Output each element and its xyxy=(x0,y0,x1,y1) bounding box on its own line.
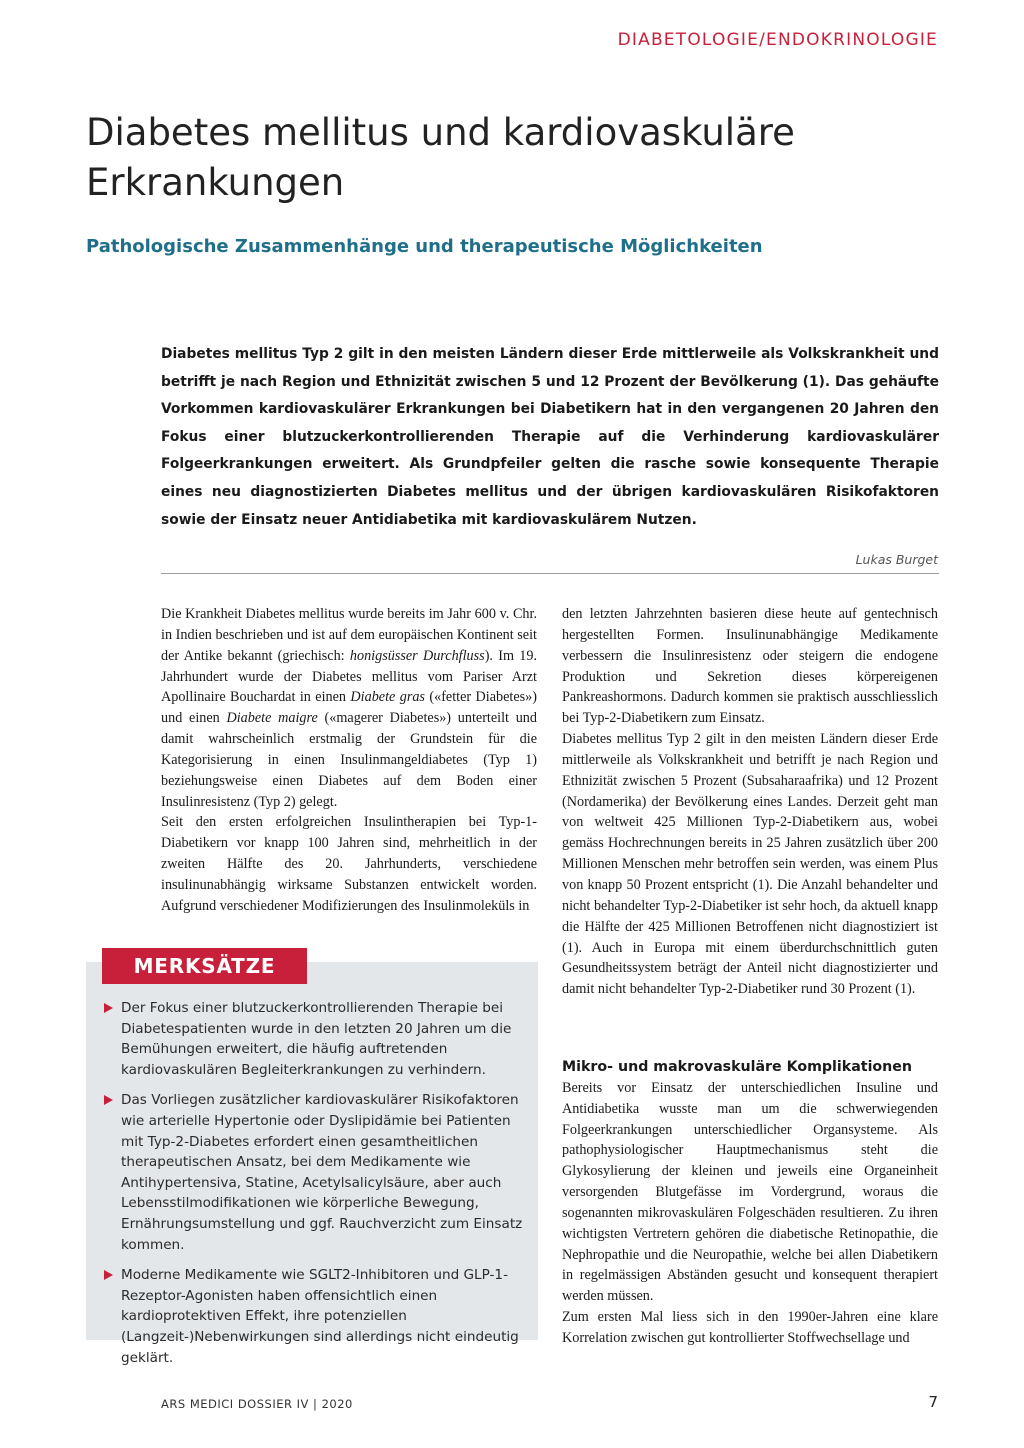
article-title: Diabetes mellitus und kardiovaskuläre Erkrankungen xyxy=(86,111,795,204)
text-run-italic: Diabete gras xyxy=(350,689,425,706)
merksaetze-item-text: Moderne Medikamente wie SGLT2-Inhibitoren und GLP-1-Rezeptor-Agonisten haben offensichtlich einen kardioprotektiven Effekt, ihre potenziellen (Langzeit-)Nebenwirkungen sind allerdings nicht eindeutig geklärt. xyxy=(121,1267,519,1366)
text-run: («fetter Diabetes») und einen xyxy=(161,689,537,727)
page-number: 7 xyxy=(928,1393,938,1411)
body-paragraph-epidemiology: Diabetes mellitus Typ 2 gilt in den meisten Ländern dieser Erde mittlerweile als Volkskrankheit und betrifft je nach Region und Ethnizität zwischen 5 Prozent (Subsaharaafrika) und 12 Prozent (Nordamerika) der Bevölkerung eines Landes. Derzeit geht man von weltweit 425 Millionen Typ-2-Diabetikern aus, wobei gemäss Hochrechnungen bereits in 25 Jahren zusätzlich über 200 Millionen Menschen mehr betroffen sein werden, was einem Plus von knapp 50 Prozent entspricht (1). Die Anzahl behandelter und nicht behandelter Typ-2-Diabetiker ist sehr hoch, da aktuell knapp die Hälfte der 425 Millionen Betroffenen nicht diagnostiziert ist (1). Auch in Europa mit einem überdurchschnittlich guten Gesundheitssystem beträgt der Anteil nicht diagnostizierter und damit nicht behandelter Typ-2-Diabetiker rund 30 Prozent (1). xyxy=(562,731,938,998)
merksaetze-list xyxy=(104,998,528,1378)
section-label: DIABETOLOGIE/ENDOKRINOLOGIE xyxy=(617,30,938,50)
text-run: ). Im 19. Jahrhundert wurde der Diabetes mellitus vom Pariser Arzt Apollinaire Bouchardat in einen xyxy=(161,647,537,706)
merksaetze-item-text: Der Fokus einer blutzuckerkontrollierenden Therapie bei Diabetespatienten wurde in den letzten 20 Jahren um die Bemühungen erweitert, die häufig auftretenden kardiovaskulären Begleiterkrankungen zu verhindern. xyxy=(121,1000,512,1078)
text-run-italic: honigsüsser Durchfluss xyxy=(349,647,485,664)
body-paragraph-complications: Bereits vor Einsatz der unterschiedlichen Insuline und Antidiabetika wusste man um die schwerwiegenden Folgeerkrankungen unterschiedlicher Organsysteme. Als pathophysiologischer Hauptmechanismus steht die Glykosylierung der kleinen und jeweils eine Organeinheit versorgenden Blutgefässe im Vordergrund, woraus die sogenannten mikrovaskulären Folgeschäden resultieren. Zu ihren wichtigsten Vertretern gehören die diabetische Retinopathie, die Nephropathie und die Neuropathie, welche bei allen Diabetikern in regelmässigen Abständen gesucht und konsequent therapiert werden müssen. xyxy=(562,1079,938,1305)
author-divider xyxy=(161,573,939,574)
body-column-left xyxy=(161,604,537,917)
merksaetze-title: MERKSÄTZE xyxy=(102,948,307,984)
triangle-bullet-icon xyxy=(104,1270,113,1280)
article-subtitle: Pathologische Zusammenhänge und therapeutische Möglichkeiten xyxy=(86,236,763,257)
section-heading: Mikro- und makrovaskuläre Komplikationen xyxy=(562,1059,912,1075)
triangle-bullet-icon xyxy=(104,1095,113,1105)
text-run: («magerer Diabetes») unterteilt und damit wahrscheinlich erstmalig der Grundstein für die Kategorisierung in einen Insulinmangeldiabetes (Typ 1) beziehungsweise einen Diabetes auf dem Boden einer Insulinresistenz (Typ 2) gelegt. xyxy=(161,710,537,810)
text-run: Die Krankheit Diabetes mellitus wurde bereits im Jahr 600 v. Chr. in Indien beschrieben und ist auf dem europäischen Kontinent seit der Antike bekannt (griechisch: xyxy=(161,606,537,664)
body-column-right-section xyxy=(562,1057,938,1349)
triangle-bullet-icon xyxy=(104,1003,113,1013)
body-paragraph-insulin: Seit den ersten erfolgreichen Insulintherapien bei Typ-1-Diabetikern vor knapp 100 Jahren sind, mehrheitlich in der zweiten Hälfte des 20. Jahrhunderts, verschiedene insulinunabhängig wirksame Substanzen entwickelt worden. Aufgrund verschiedener Modifizierungen des Insulinmoleküls in xyxy=(161,814,537,914)
body-paragraph-genetic: den letzten Jahrzehnten basieren diese heute auf gentechnisch hergestellten Formen. Insulinunabhängige Medikamente verbessern die Insulinresistenz oder steigern die endogene Produktion und Sekretion dieses körpereigenen Pankreashormons. Dadurch kommen sie praktisch ausschliesslich bei Typ-2-Diabetikern zum Einsatz. xyxy=(562,606,938,727)
body-paragraph-history xyxy=(161,604,537,812)
body-column-right xyxy=(562,604,938,1000)
merksaetze-item xyxy=(104,998,528,1080)
footer-publication: ARS MEDICI DOSSIER IV | 2020 xyxy=(161,1397,353,1411)
article-lead: Diabetes mellitus Typ 2 gilt in den meisten Ländern dieser Erde mittlerweile als Volkskrankheit und betrifft je nach Region und Ethnizität zwischen 5 und 12 Prozent der Bevölkerung (1). Das gehäufte Vorkommen kardiovaskulärer Erkrankungen bei Diabetikern hat in den vergangenen 20 Jahren den Fokus einer blutzuckerkontrollierenden Therapie auf die Verhinderung kardiovaskulärer Folgeerkrankungen erweitert. Als Grundpfeiler gelten die rasche sowie konsequente Therapie eines neu diagnostizierten Diabetes mellitus und der übrigen kardiovaskulären Risikofaktoren sowie der Einsatz neuer Antidiabetika mit kardiovaskulärem Nutzen. xyxy=(161,346,939,528)
merksaetze-item xyxy=(104,1090,528,1255)
author-name: Lukas Burget xyxy=(855,552,938,567)
merksaetze-item xyxy=(104,1265,528,1368)
merksaetze-item-text: Das Vorliegen zusätzlicher kardiovaskulärer Risikofaktoren wie arterielle Hypertonie oder Dyslipidämie bei Patienten mit Typ-2-Diabetes erfordert einen gesamtheitlichen therapeutischen Ansatz, bei dem Medikamente wie Antihypertensiva, Statine, Acetylsalicylsäure, aber auch Lebensstilmodifikationen wie körperliche Bewegung, Ernährungsumstellung und ggf. Rauchverzicht zum Einsatz kommen. xyxy=(121,1092,523,1253)
body-paragraph-correlation: Zum ersten Mal liess sich in den 1990er-Jahren eine klare Korrelation zwischen gut kontrollierter Stoffwechsellage und xyxy=(562,1309,938,1346)
text-run-italic: Diabete maigre xyxy=(226,710,318,727)
